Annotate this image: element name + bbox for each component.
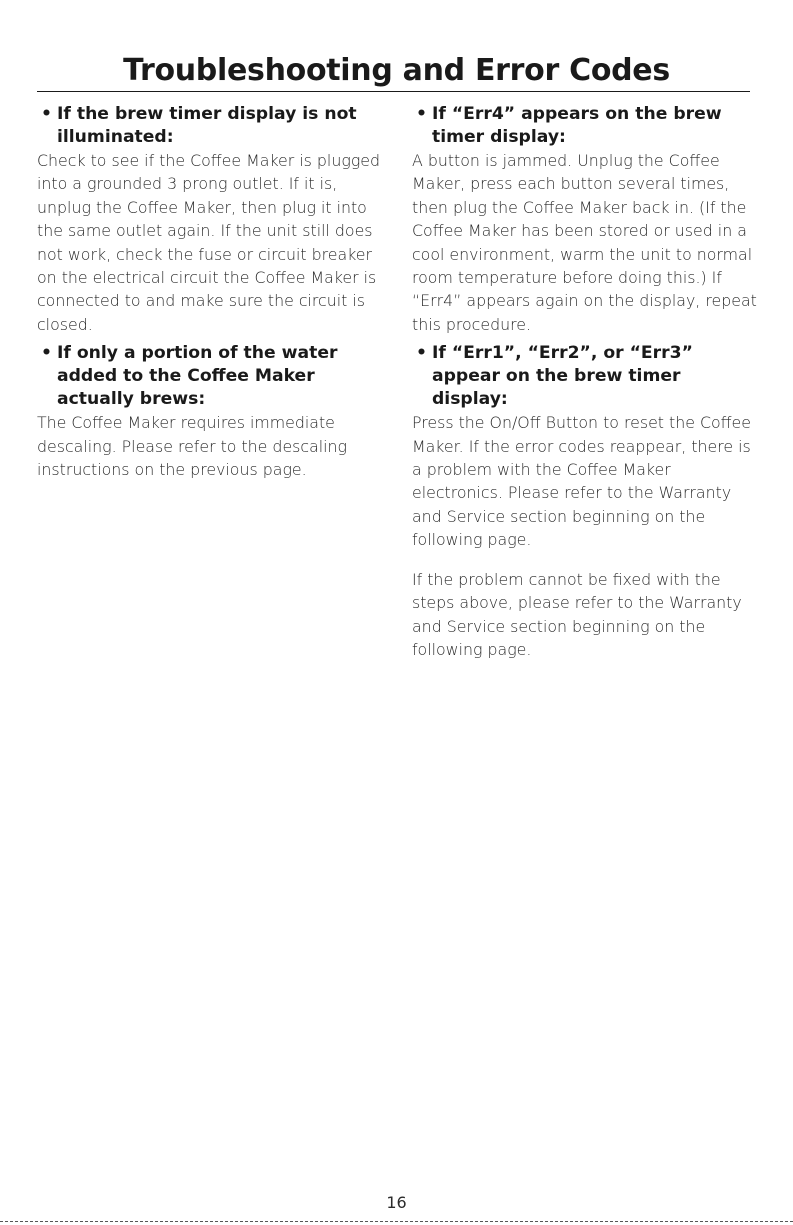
section-heading-text: If only a portion of the water added to the Coffee Maker actually brews:	[57, 343, 338, 410]
section-body: The Coffee Maker requires immediate descaling. Please refer to the descaling instructions on the previous page.	[37, 413, 348, 480]
section-body: Check to see if the Coffee Maker is plugged into a grounded 3 prong outlet. If it is, unplug the Coffee Maker, then plug it into the same outlet again. If the unit still does not work, check the fuse or circuit breaker on the electrical circuit the Coffee Maker is connected to and make sure the circuit is closed.	[37, 151, 381, 334]
section-partial-brew	[37, 342, 385, 481]
left-column	[37, 103, 385, 487]
section-heading-text: If “Err4” appears on the brew timer display:	[432, 104, 722, 147]
section-heading-text: If “Err1”, “Err2”, or “Err3” appear on the brew timer display:	[432, 343, 693, 410]
bottom-divider	[0, 1221, 793, 1222]
section-err4	[412, 103, 760, 336]
page-number: 16	[386, 1193, 407, 1212]
section-body: Press the On/Off Button to reset the Coffee Maker. If the error codes reappear, there is a problem with the Coffee Maker electronics. Please refer to the Warranty and Service section beginning on the following page.	[412, 413, 751, 550]
bullet: •	[416, 104, 427, 124]
section-err1-err2-err3	[412, 342, 760, 551]
section-heading	[37, 342, 385, 411]
right-column	[412, 103, 760, 661]
page-title: Troubleshooting and Error Codes	[123, 53, 670, 88]
section-heading	[412, 342, 760, 411]
title-divider	[37, 91, 750, 92]
bullet: •	[41, 104, 52, 124]
section-heading	[412, 103, 760, 149]
section-body: A button is jammed. Unplug the Coffee Maker, press each button several times, then plug the Coffee Maker back in. (If the Coffee Maker has been stored or used in a cool environment, warm the unit to normal room temperature before doing this.) If “Err4” appears again on the display, repeat this procedure.	[412, 151, 757, 334]
section-heading	[37, 103, 385, 149]
closing-note: If the problem cannot be fixed with the steps above, please refer to the Warranty and Service section beginning on the following page.	[412, 569, 742, 659]
section-heading-text: If the brew timer display is not illuminated:	[57, 104, 357, 147]
section-display-not-illuminated	[37, 103, 385, 336]
bullet: •	[41, 343, 52, 364]
bullet: •	[416, 343, 427, 364]
